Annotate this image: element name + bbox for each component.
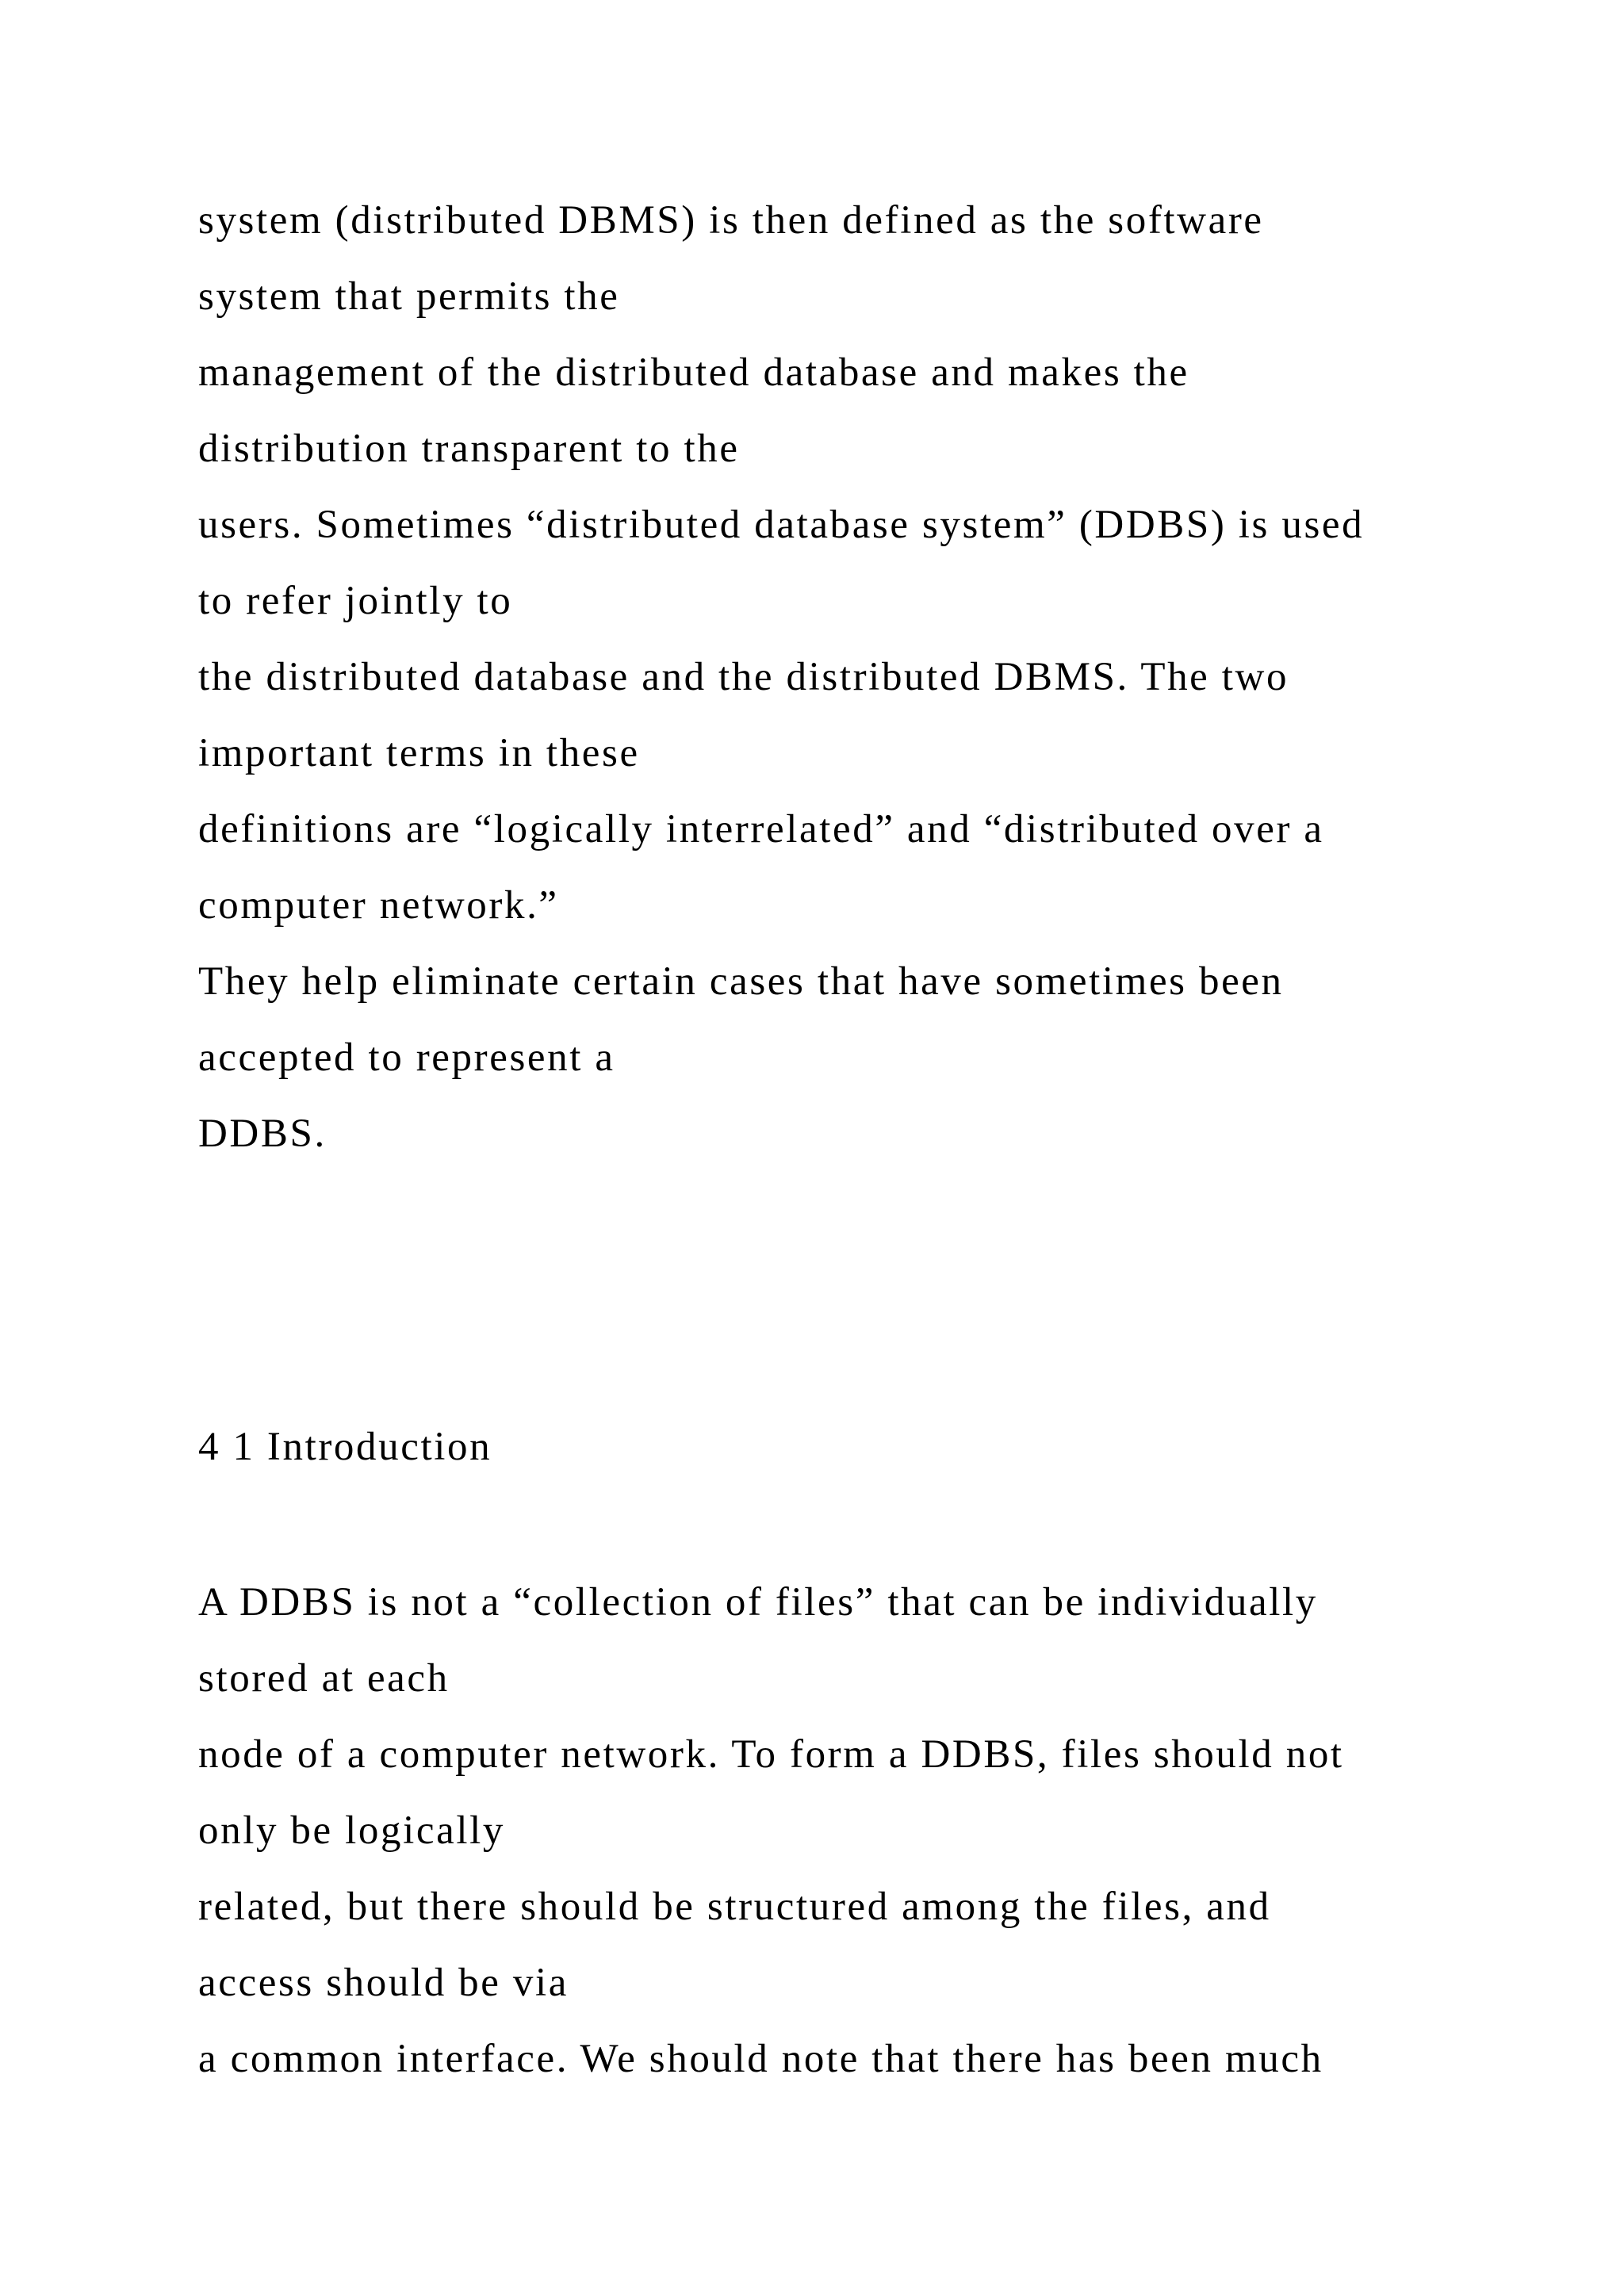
text-line: users. Sometimes “distributed database system” (DDBS) is used: [198, 503, 1365, 547]
text-line: DDBS.: [198, 1112, 327, 1156]
text-line: distribution transparent to the: [198, 427, 740, 471]
section-heading: 4 1 Introduction: [198, 1425, 492, 1469]
text-line: stored at each: [198, 1656, 450, 1701]
text-line: computer network.”: [198, 883, 559, 928]
text-line: system that permits the: [198, 274, 620, 319]
text-line: accepted to represent a: [198, 1035, 615, 1080]
text-line: related, but there should be structured among the files, and: [198, 1885, 1271, 1929]
text-line: node of a computer network. To form a DDBS, files should not: [198, 1732, 1344, 1777]
text-line: the distributed database and the distributed DBMS. The two: [198, 655, 1289, 699]
text-line: a common interface. We should note that there has been much: [198, 2037, 1323, 2081]
text-line: to refer jointly to: [198, 579, 513, 623]
text-line: only be logically: [198, 1808, 505, 1853]
text-line: definitions are “logically interrelated” and “distributed over a: [198, 807, 1324, 851]
text-line: management of the distributed database and makes the: [198, 350, 1189, 395]
text-line: important terms in these: [198, 731, 640, 775]
text-line: access should be via: [198, 1961, 569, 2005]
text-line: A DDBS is not a “collection of files” that can be individually: [198, 1580, 1318, 1624]
text-line: system (distributed DBMS) is then defined as the software: [198, 198, 1264, 243]
text-line: They help eliminate certain cases that have sometimes been: [198, 959, 1284, 1004]
